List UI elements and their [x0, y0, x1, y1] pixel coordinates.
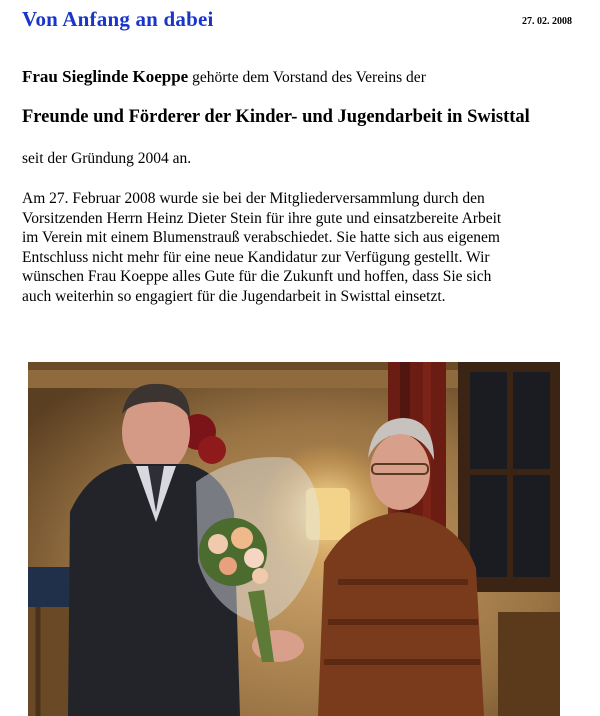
body-line: auch weiterhin so engagiert für die Jugendarbeit in Swisttal einsetzt. — [22, 287, 446, 305]
organization-name: Freunde und Förderer der Kinder- und Jugendarbeit in Swisttal — [22, 107, 530, 127]
publication-date: 27. 02. 2008 — [522, 16, 572, 27]
body-line: Am 27. Februar 2008 wurde sie bei der Mitgliederversammlung durch den — [22, 190, 485, 207]
body-line: im Verein mit einem Blumenstrauß verabschiedet. Sie hatte sich aus eigenem — [22, 229, 500, 246]
body-line: Vorsitzenden Herrn Heinz Dieter Stein für ihre gute und einsatzbereite Arbeit — [22, 209, 502, 227]
intro-text: gehörte dem Vorstand des Vereins der — [188, 69, 426, 86]
intro-line — [22, 67, 426, 87]
page-title: Von Anfang an dabei — [22, 7, 214, 31]
body-line: Entschluss nicht mehr für eine neue Kandidatur zur Verfügung gestellt. Wir — [22, 248, 490, 266]
person-name: Frau Sieglinde Koeppe — [22, 67, 189, 86]
article-body — [22, 189, 582, 306]
body-line: wünschen Frau Koeppe alles Gute für die Zukunft und hoffen, dass Sie sich — [22, 268, 492, 285]
event-photo — [28, 362, 560, 716]
since-line: seit der Gründung 2004 an. — [22, 150, 192, 167]
